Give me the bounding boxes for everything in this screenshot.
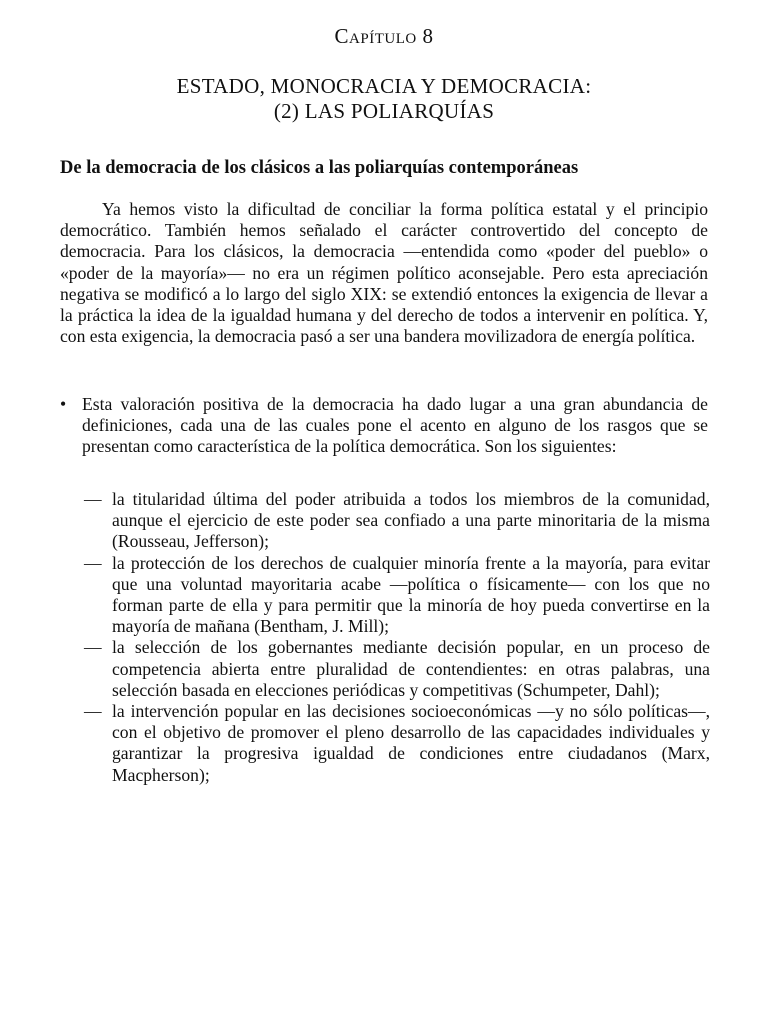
- bullet-marker: •: [60, 394, 67, 414]
- dash-marker: —: [84, 701, 102, 722]
- dash-marker: —: [84, 489, 102, 509]
- dash-item-text: la selección de los gobernantes mediante decisión popular, en un proceso de competencia abierta entre pluralidad de contendientes: en otras palabras, una selección basada en elecciones periódicas y competitivas (Schumpeter, Dahl);: [112, 637, 710, 700]
- chapter-title-line-1: ESTADO, MONOCRACIA Y DEMOCRACIA:: [176, 74, 592, 98]
- dash-item-text: la intervención popular en las decisiones socioeconómicas —y no sólo políticas—, con el objetivo de promover el pleno desarrollo de las capacidades individuales y garantizar la progresiva igualdad de condiciones entre ciudadanos (Marx, Macpherson);: [112, 701, 710, 785]
- dash-list-item: [84, 701, 710, 786]
- body-paragraph: Ya hemos visto la dificultad de conciliar la forma política estatal y el principio democrático. También hemos señalado el carácter controvertido del concepto de democracia. Para los clásicos, la democracia —entendida como «poder del pueblo» o «poder de la mayoría»— no era un régimen político aconsejable. Pero esta apreciación negativa se modificó a lo largo del siglo XIX: se extendió entonces la exigencia de llevar a la práctica la idea de la igualdad humana y del derecho de todos a intervenir en política. Y, con esta exigencia, la democracia pasó a ser una bandera movilizadora de energía política.: [60, 199, 708, 347]
- chapter-title: [0, 74, 768, 124]
- dash-list-item: [84, 489, 710, 553]
- chapter-title-line-2: (2) LAS POLIARQUÍAS: [273, 99, 495, 123]
- dash-marker: —: [84, 637, 102, 658]
- dash-list-item: [84, 637, 710, 701]
- bullet-text: Esta valoración positiva de la democracia ha dado lugar a una gran abundancia de definiciones, cada una de las cuales pone el acento en alguno de los rasgos que se presentan como característica de la política democrática. Son los siguientes:: [82, 394, 708, 457]
- dash-item-text: la protección de los derechos de cualquier minoría frente a la mayoría, para evitar que una voluntad mayoritaria acabe —política o físicamente— con los que no forman parte de ella y para permitir que la minoría de hoy pueda convertirse en la mayoría de mañana (Bentham, J. Mill);: [112, 552, 710, 637]
- dash-item-text: la titularidad última del poder atribuida a todos los miembros de la comunidad, aunque el ejercicio de este poder sea confiado a una parte minoritaria de la misma (Rousseau, Jefferson);: [112, 489, 710, 552]
- dash-list: [84, 489, 710, 786]
- bullet-item: [60, 394, 708, 458]
- dash-marker: —: [84, 552, 102, 573]
- dash-list-item: [84, 553, 710, 638]
- section-heading: De la democracia de los clásicos a las poliarquías contemporáneas: [60, 158, 579, 178]
- chapter-label: Capítulo 8: [334, 24, 434, 48]
